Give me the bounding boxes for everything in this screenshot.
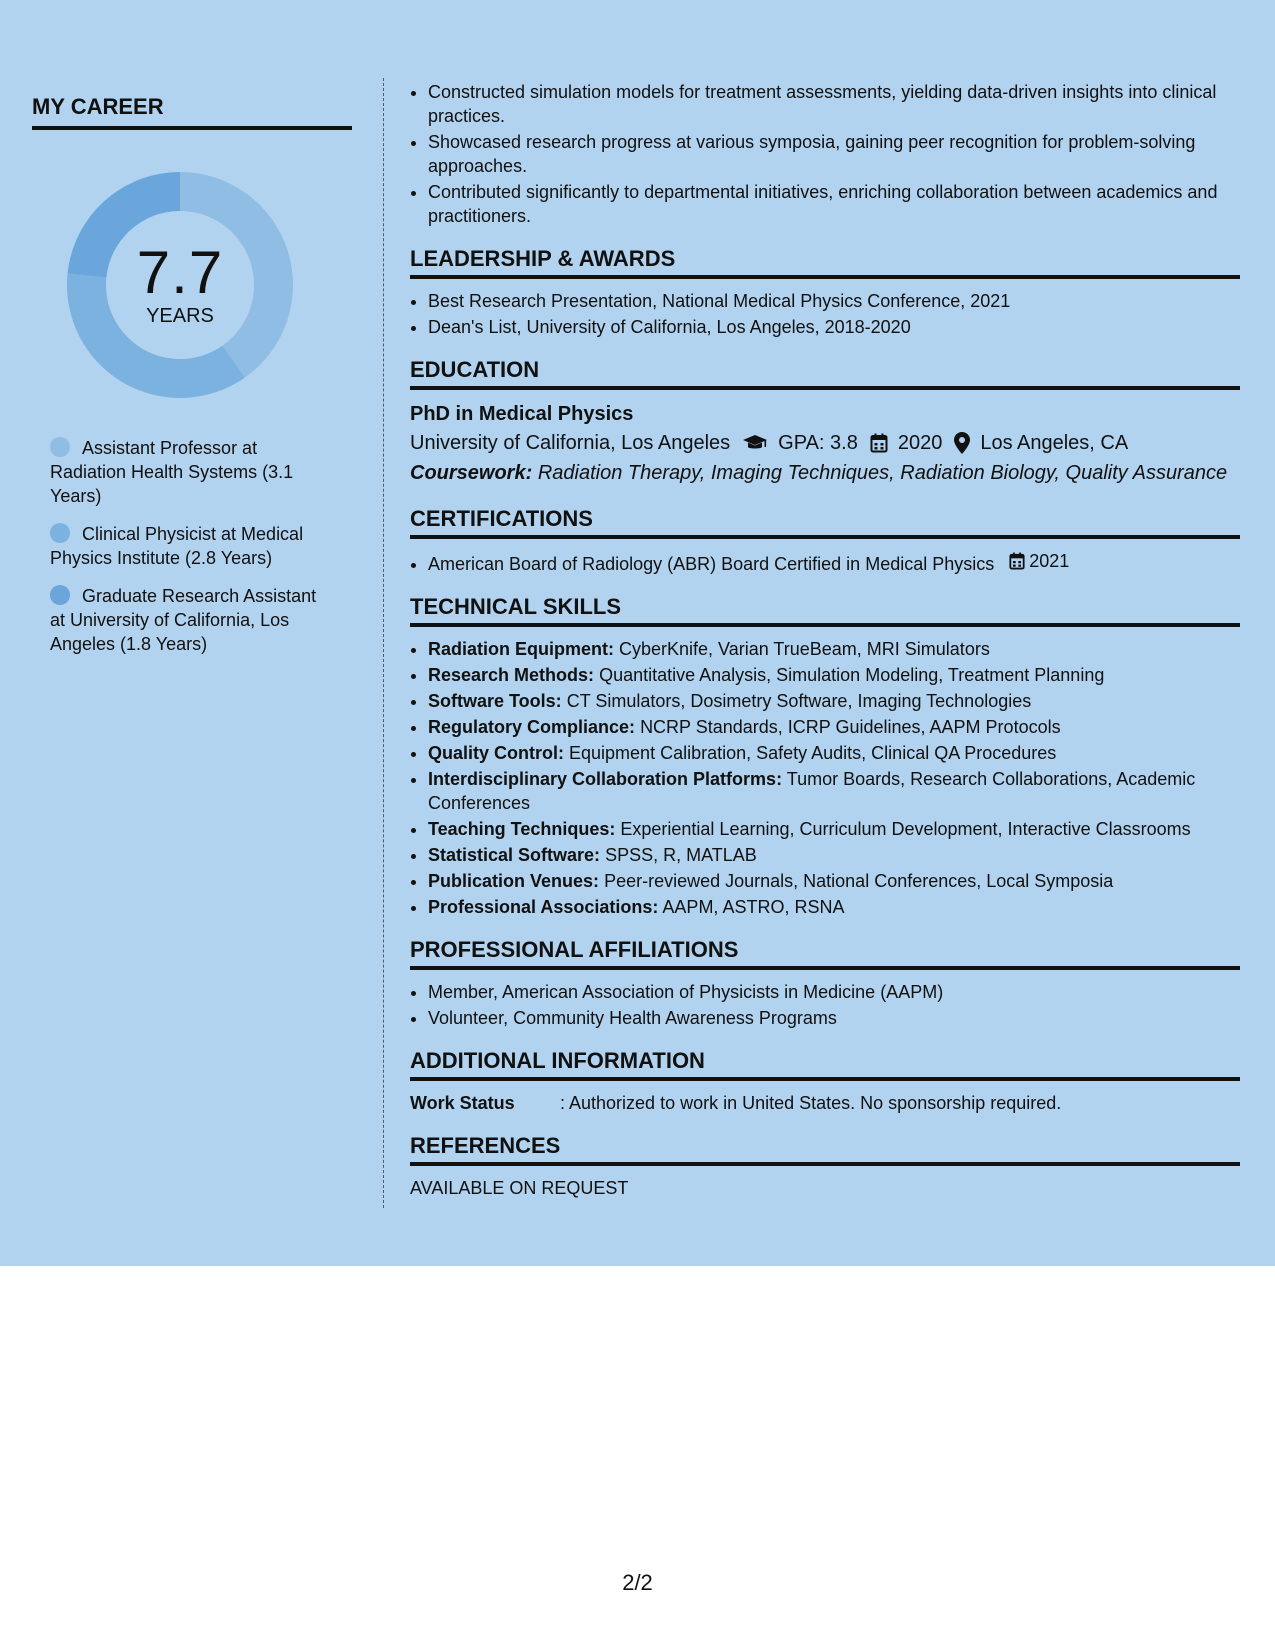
references-text: AVAILABLE ON REQUEST	[410, 1178, 629, 1198]
location-pin-icon	[954, 432, 970, 454]
skill-label: Software Tools:	[428, 691, 562, 711]
education-gpa: GPA: 3.8	[778, 432, 858, 454]
list-item: • Dean's List, University of California, Los Angeles, 2018-2020	[428, 315, 1240, 339]
certifications-title: CERTIFICATIONS	[410, 506, 1240, 539]
legend-label: Graduate Research Assistant at University of California, Los Angeles (1.8 Years)	[50, 586, 317, 654]
coursework-label: Coursework:	[410, 462, 533, 484]
certification-year: 2021	[1029, 551, 1070, 571]
donut-center	[65, 170, 295, 400]
list-item	[428, 637, 1240, 661]
skill-label: Quality Control:	[428, 743, 564, 763]
skill-value: Experiential Learning, Curriculum Development, Interactive Classrooms	[620, 819, 1191, 839]
skill-value: CyberKnife, Varian TrueBeam, MRI Simulators	[619, 639, 990, 659]
experience-bullets	[410, 80, 1240, 228]
graduation-cap-icon	[742, 433, 768, 453]
skill-label: Statistical Software:	[428, 845, 601, 865]
certification-name: American Board of Radiology (ABR) Board Certified in Medical Physics	[428, 554, 995, 574]
legend-label: Assistant Professor at Radiation Health Systems (3.1 Years)	[50, 438, 294, 506]
skills-list	[410, 637, 1240, 919]
skill-value: CT Simulators, Dosimetry Software, Imaging Technologies	[566, 691, 1032, 711]
column-divider	[383, 78, 384, 1208]
list-item	[428, 843, 1240, 867]
list-item	[428, 549, 1240, 576]
education-degree: PhD in Medical Physics	[410, 403, 634, 425]
list-item	[428, 741, 1240, 765]
career-title: MY CAREER	[32, 94, 352, 130]
list-item	[428, 869, 1240, 893]
list-item	[428, 715, 1240, 739]
education-school: University of California, Los Angeles	[410, 432, 731, 454]
skill-label: Publication Venues:	[428, 871, 600, 891]
skill-label: Teaching Techniques:	[428, 819, 616, 839]
skill-value: SPSS, R, MATLAB	[605, 845, 757, 865]
career-legend	[50, 436, 330, 656]
skill-value: Peer-reviewed Journals, National Conferences, Local Symposia	[604, 871, 1114, 891]
career-donut-chart	[65, 170, 295, 400]
skill-value: Tumor Boards, Research Collaborations, Academic Conferences	[428, 769, 1196, 813]
leadership-list	[410, 289, 1240, 339]
legend-dot-0	[50, 437, 70, 457]
education-location: Los Angeles, CA	[980, 432, 1129, 454]
skill-label: Interdisciplinary Collaboration Platforms:	[428, 769, 783, 789]
certification-date	[1009, 549, 1069, 573]
list-item	[428, 895, 1240, 919]
career-total-unit: YEARS	[146, 304, 214, 327]
legend-dot-2	[50, 585, 70, 605]
calendar-icon	[870, 433, 888, 453]
list-item: • Showcased research progress at various symposia, gaining peer recognition for problem-solving approaches.	[428, 130, 1240, 178]
legend-dot-1	[50, 523, 70, 543]
certifications-list	[410, 549, 1240, 576]
page-number: 2/2	[622, 1570, 653, 1595]
calendar-icon	[1009, 552, 1025, 570]
list-item: • Volunteer, Community Health Awareness Programs	[428, 1006, 1240, 1030]
leadership-title: LEADERSHIP & AWARDS	[410, 246, 1240, 279]
career-total-years: 7.7	[136, 238, 224, 306]
coursework-value: Radiation Therapy, Imaging Techniques, Radiation Biology, Quality Assurance	[537, 462, 1228, 484]
legend-item	[50, 584, 330, 656]
skill-value: NCRP Standards, ICRP Guidelines, AAPM Protocols	[640, 717, 1061, 737]
skill-label: Regulatory Compliance:	[428, 717, 636, 737]
skill-label: Research Methods:	[428, 665, 595, 685]
list-item: • Contributed significantly to departmental initiatives, enriching collaboration between academics and practitioners.	[428, 180, 1240, 228]
list-item: • Constructed simulation models for treatment assessments, yielding data-driven insights into clinical practices.	[428, 80, 1240, 128]
main-content	[410, 80, 1240, 1200]
list-item	[428, 817, 1240, 841]
education-title: EDUCATION	[410, 357, 1240, 390]
legend-item	[50, 436, 330, 508]
affiliations-list	[410, 980, 1240, 1030]
career-sidebar	[32, 94, 352, 670]
legend-label: Clinical Physicist at Medical Physics Institute (2.8 Years)	[50, 524, 304, 568]
skill-label: Professional Associations:	[428, 897, 659, 917]
skill-label: Radiation Equipment:	[428, 639, 614, 659]
skill-value: AAPM, ASTRO, RSNA	[662, 897, 845, 917]
list-item	[428, 689, 1240, 713]
skills-title: TECHNICAL SKILLS	[410, 594, 1240, 627]
list-item: • Best Research Presentation, National Medical Physics Conference, 2021	[428, 289, 1240, 313]
work-status-value: : Authorized to work in United States. No sponsorship required.	[560, 1093, 1062, 1113]
list-item	[428, 663, 1240, 687]
affiliations-title: PROFESSIONAL AFFILIATIONS	[410, 937, 1240, 970]
references-title: REFERENCES	[410, 1133, 1240, 1166]
list-item	[428, 767, 1240, 815]
education-year: 2020	[897, 432, 943, 454]
education-details	[410, 428, 1240, 458]
additional-info-title: ADDITIONAL INFORMATION	[410, 1048, 1240, 1081]
list-item: • Member, American Association of Physicists in Medicine (AAPM)	[428, 980, 1240, 1004]
education-coursework	[410, 458, 1240, 488]
skill-value: Quantitative Analysis, Simulation Modeling, Treatment Planning	[599, 665, 1105, 685]
work-status-row	[410, 1091, 1240, 1115]
legend-item	[50, 522, 330, 570]
work-status-label: Work Status	[410, 1093, 515, 1113]
skill-value: Equipment Calibration, Safety Audits, Clinical QA Procedures	[569, 743, 1057, 763]
